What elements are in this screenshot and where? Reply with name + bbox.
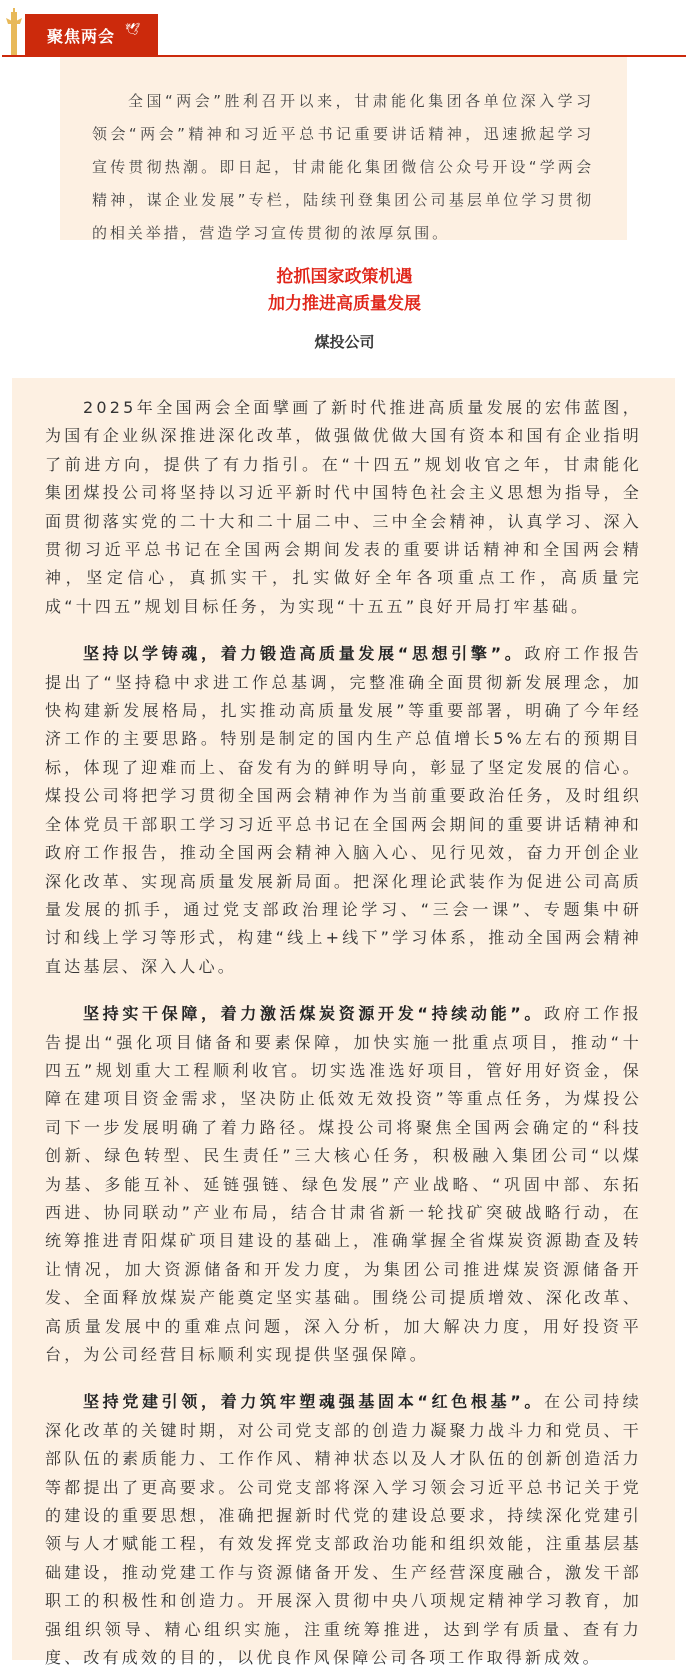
paragraph (45, 640, 642, 981)
paragraph-body: 2025年全国两会全面擘画了新时代推进高质量发展的宏伟蓝图，为国有企业纵深推进深化改革，做强做优做大国有资本和国有企业指明了前进方向，提供了有力指引。在“十四五”规划收官之年，甘肃能化集团煤投公司将坚持以习近平新时代中国特色社会主义思想为指导，全面贯彻落实党的二十大和二十届二中、三中全会精神，认真学习、深入贯彻习近平总书记在全国两会期间发表的重要讲话精神和全国两会精神，坚定信心，真抓实干，扎实做好全年各项重点工作，高质量完成“十四五”规划目标任务，为实现“十五五”良好开局打牢基础。 (45, 398, 642, 616)
article-body (12, 378, 675, 1668)
paragraph-lead: 坚持党建引领，着力筑牢塑魂强基固本“红色根基”。 (83, 1392, 545, 1412)
pillar-icon (4, 8, 24, 56)
paragraph-lead: 坚持实干保障，着力激活煤炭资源开发“持续动能”。 (83, 1004, 545, 1024)
intro-text: 全国“两会”胜利召开以来，甘肃能化集团各单位深入学习领会“两会”精神和习近平总书记重要讲话精神，迅速掀起学习宣传贯彻热潮。即日起，甘肃能化集团微信公众号开设“学两会精神，谋企业发展”专栏，陆续刊登集团公司基层单位学习贯彻的相关举措，营造学习宣传贯彻的浓厚氛围。 (92, 92, 594, 242)
paragraph-body: 在公司持续深化改革的关键时期，对公司党支部的创造力凝聚力战斗力和党员、干部队伍的素质能力、工作作风、精神状态以及人才队伍的创新创造活力等都提出了更高要求。公司党支部将深入学习领会习近平总书记关于党的建设的重要思想，准确把握新时代党的建设总要求，持续深化党建引领与人才赋能工程，有效发挥党支部政治功能和组织效能，注重基层基础建设，推动党建工作与资源储备开发、生产经营深度融合，激发干部职工的积极性和创造力。开展深入贯彻中央八项规定精神学习教育，加强组织领导、精心组织实施，注重统筹推进，达到学有质量、查有力度、改有成效的目的，以优良作风保障公司各项工作取得新成效。 (45, 1392, 642, 1668)
paragraph (45, 1000, 642, 1369)
section-label: 聚焦两会 (47, 27, 116, 46)
section-banner (25, 14, 158, 56)
paragraph (45, 1388, 642, 1672)
article-title-line1: 抢抓国家政策机遇 (276, 267, 413, 287)
intro-box (60, 57, 627, 240)
paragraph-body: 政府工作报告提出了“坚持稳中求进工作总基调，完整准确全面贯彻新发展理念，加快构建新发展格局，扎实推动高质量发展”等重要部署，明确了今年经济工作的主要思路。特别是制定的国内生产总值增长5%左右的预期目标，体现了迎难而上、奋发有为的鲜明导向，彰显了坚定发展的信心。煤投公司将把学习贯彻全国两会精神作为当前重要政治任务，及时组织全体党员干部职工学习习近平总书记在全国两会期间的重要讲话精神和政府工作报告，推动全国两会精神入脑入心、见行见效，奋力开创企业深化改革、实现高质量发展新局面。把深化理论武装作为促进公司高质量发展的抓手，通过党支部政治理论学习、“三会一课”、专题集中研讨和线上学习等形式，构建“线上+线下”学习体系，推动全国两会精神直达基层、深入人心。 (45, 644, 643, 976)
article-byline: 煤投公司 (314, 333, 375, 351)
paragraph-body: 政府工作报告提出“强化项目储备和要素保障，加快实施一批重点项目，推动“十四五”规划重大工程顺利收官。切实选准选好项目，管好用好资金，保障在建项目资金需求，坚决防止低效无效投资”等重点任务，为煤投公司下一步发展明确了着力路径。煤投公司将聚焦全国两会确定的“科技创新、绿色转型、民生责任”三大核心任务，积极融入集团公司“以煤为基、多能互补、延链强链、绿色发展”产业战略、“巩固中部、东拓西进、协同联动”产业布局，结合甘肃省新一轮找矿突破战略行动，在统筹推进青阳煤矿项目建设的基础上，准确掌握全省煤炭资源勘查及转让情况，加大资源储备和开发力度，为集团公司推进煤炭资源储备开发、全面释放煤炭产能奠定坚实基础。围绕公司提质增效、深化改革、高质量发展中的重难点问题，深入分析，加大解决力度，用好投资平台，为公司经营目标顺利实现提供坚强保障。 (45, 1004, 642, 1364)
paragraph-lead: 坚持以学铸魂，着力锻造高质量发展“思想引擎”。 (83, 644, 525, 664)
paragraph (45, 394, 642, 621)
article-title-line2: 加力推进高质量发展 (268, 294, 421, 314)
dove-icon: 🕊 (125, 22, 141, 36)
